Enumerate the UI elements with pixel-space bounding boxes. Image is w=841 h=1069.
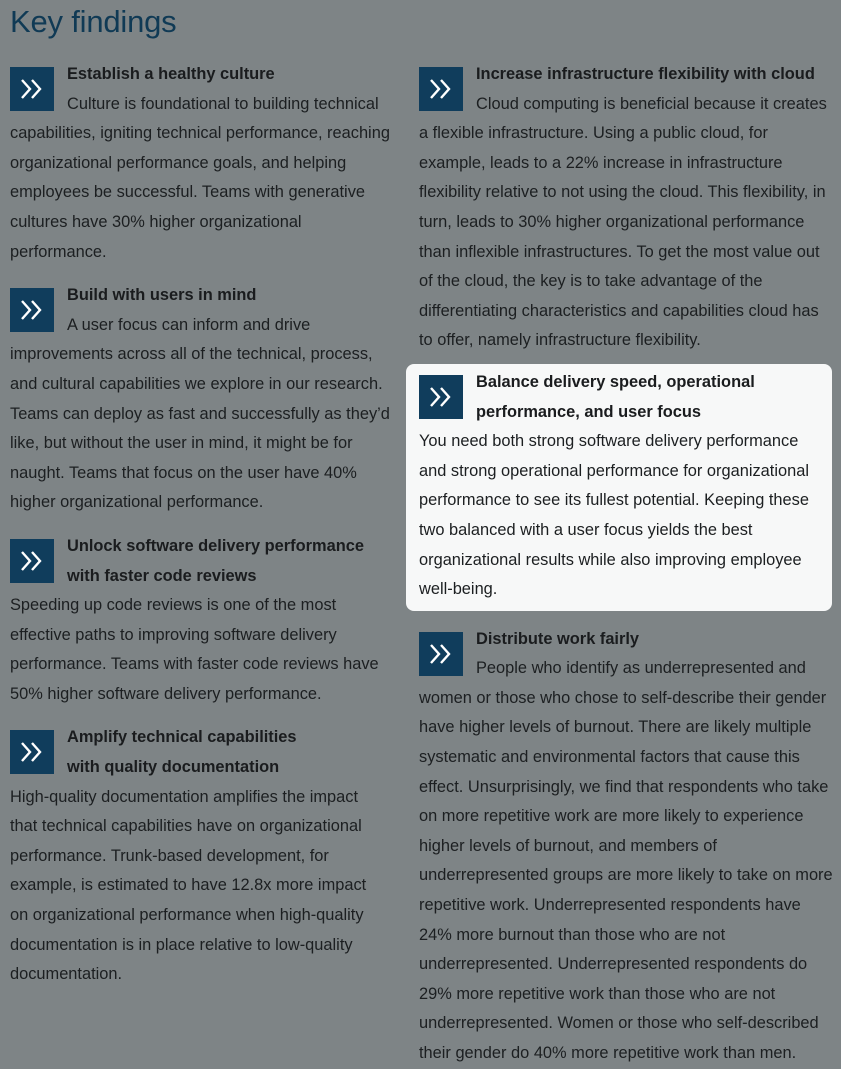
finding-title: Unlock software delivery performance with faster code reviews (67, 536, 364, 585)
left-column (10, 60, 400, 990)
finding-title: Increase infrastructure flexibility with cloud (476, 65, 815, 83)
finding-body: People who identify as underrepresented and women or those who chose to self-describe their gender have higher levels of burnout. There are likely multiple systematic and environmental factors that cause this effect. Unsurprisingly, we find that respondents who take on more repetitive work are more likely to experience higher levels of burnout, and members of underrepresented groups are more likely to take on more repetitive work. Underrepresented respondents have 24% more burnout than those who are not underrepresented. Underrepresented respondents do 29% more repetitive work than those who are not underrepresented. Women or those who self-described their gender do 40% more repetitive work than men. (419, 659, 833, 1062)
double-chevron-right-icon (10, 730, 54, 774)
finding-title: Amplify technical capabilities with quality documentation (67, 728, 297, 777)
finding-balance-highlighted (406, 364, 832, 611)
finding-documentation (10, 723, 380, 989)
finding-cloud-flexibility (419, 60, 829, 356)
finding-body: You need both strong software delivery performance and strong operational performance for organizational performance to see its fullest potential. Keeping these two balanced with a user focus yields the best organizational results while also improving employee well-being. (419, 432, 809, 599)
double-chevron-right-icon (10, 539, 54, 583)
finding-distribute-work (419, 625, 834, 1069)
double-chevron-right-icon (419, 632, 463, 676)
double-chevron-right-icon (419, 375, 463, 419)
finding-body: Culture is foundational to building technical capabilities, igniting technical performance, reaching organizational performance goals, and helping employees be successful. Teams with generative cultures have 30% higher organizational performance. (10, 94, 390, 261)
double-chevron-right-icon (10, 67, 54, 111)
finding-body: High-quality documentation amplifies the impact that technical capabilities have on organizational performance. Trunk-based development, for example, is estimated to have 12.8x more impact on organizational performance when high-quality documentation is in place relative to low-quality documentation. (10, 787, 367, 984)
finding-code-reviews (10, 532, 380, 710)
finding-users-in-mind (10, 281, 395, 518)
double-chevron-right-icon (10, 288, 54, 332)
finding-title: Distribute work fairly (476, 629, 640, 648)
finding-body: A user focus can inform and drive improvements across all of the technical, process, and cultural capabilities we explore in our research. Teams can deploy as fast and successfully as they’d like, but without the user in mind, it might be for naught. Teams that focus on the user have 40% higher organizational performance. (10, 315, 390, 512)
finding-title: Balance delivery speed, operational performance, and user focus (476, 372, 755, 421)
finding-title: Build with users in mind (67, 286, 257, 305)
right-column (419, 60, 839, 1069)
finding-title: Establish a healthy culture (67, 65, 275, 83)
finding-body: Cloud computing is beneficial because it creates a flexible infrastructure. Using a public cloud, for example, leads to a 22% increase in infrastructure flexibility relative to not using the cloud. This flexibility, in turn, leads to 30% higher organizational performance than inflexible infrastructures. To get the most value out of the cloud, the key is to take advantage of the differentiating characteristics and capabilities cloud has to offer, namely infrastructure flexibility. (419, 94, 827, 350)
page-title: Key findings (10, 4, 177, 39)
finding-body: Speeding up code reviews is one of the most effective paths to improving software delivery performance. Teams with faster code reviews have 50% higher software delivery performance. (10, 596, 379, 703)
finding-healthy-culture (10, 60, 395, 267)
double-chevron-right-icon (419, 67, 463, 111)
